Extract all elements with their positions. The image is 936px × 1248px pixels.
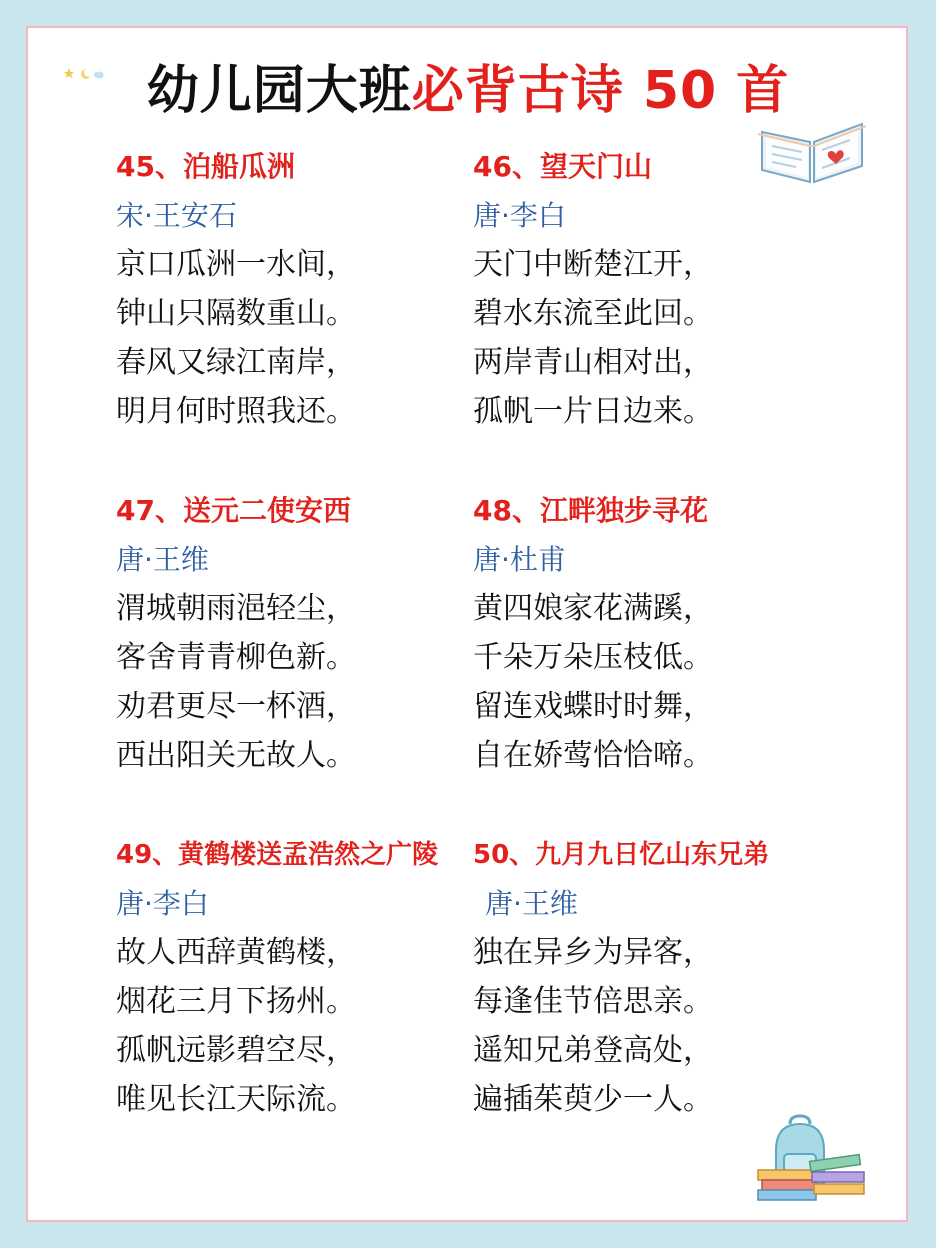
poem-title: 50、九月九日忆山东兄弟 <box>473 840 770 870</box>
poem-title: 46、望天门山 <box>473 150 652 183</box>
poem-line: 唯见长江天际流。 <box>116 1082 356 1117</box>
poem-block-49 <box>116 830 476 1124</box>
poem-title: 47、送元二使安西 <box>116 494 351 527</box>
poem-line: 故人西辞黄鹤楼， <box>116 935 356 970</box>
poem-block-47 <box>116 486 476 780</box>
poem-author: 唐·王维 <box>485 887 578 920</box>
poem-author: 唐·王维 <box>116 543 209 576</box>
poem-block-50 <box>473 830 833 1124</box>
poem-author: 宋·王安石 <box>116 199 237 232</box>
poem-line: 黄四娘家花满蹊， <box>473 591 713 626</box>
poem-author: 唐·杜甫 <box>473 543 566 576</box>
poem-block-48 <box>473 486 833 780</box>
poem-line: 孤帆一片日边来。 <box>473 394 713 429</box>
poem-line: 千朵万朵压枝低。 <box>473 640 713 675</box>
poem-line: 烟花三月下扬州。 <box>116 984 356 1019</box>
title-black-part: 幼儿园大班 <box>146 61 412 121</box>
poem-line: 两岸青山相对出， <box>473 345 713 380</box>
poem-line: 钟山只隔数重山。 <box>116 296 356 331</box>
poem-title: 45、泊船瓜洲 <box>116 150 295 183</box>
poem-line: 自在娇莺恰恰啼。 <box>473 738 713 773</box>
poem-line: 京口瓜洲一水间， <box>116 247 356 282</box>
poem-line: 春风又绿江南岸， <box>116 345 356 380</box>
poem-line: 明月何时照我还。 <box>116 394 356 429</box>
poem-author: 唐·李白 <box>116 887 209 920</box>
poem-author: 唐·李白 <box>473 199 566 232</box>
poem-title: 49、黄鹤楼送孟浩然之广陵 <box>116 840 439 870</box>
title-red-part: 必背古诗 50 首 <box>411 61 790 121</box>
poem-line: 留连戏蝶时时舞， <box>473 689 713 724</box>
poem-title: 48、江畔独步寻花 <box>473 494 708 527</box>
poem-line: 渭城朝雨浥轻尘， <box>116 591 356 626</box>
poem-line: 每逢佳节倍思亲。 <box>473 984 713 1019</box>
poem-block-45 <box>116 142 476 436</box>
poem-line: 天门中断楚江开， <box>473 247 713 282</box>
poem-line: 碧水东流至此回。 <box>473 296 713 331</box>
open-book-icon <box>752 112 872 190</box>
poem-line: 遥知兄弟登高处， <box>473 1033 713 1068</box>
poem-line: 独在异乡为异客， <box>473 935 713 970</box>
poem-line: 遍插茱萸少一人。 <box>473 1082 713 1117</box>
backpack-books-icon <box>754 1114 870 1210</box>
poem-line: 西出阳关无故人。 <box>116 738 356 773</box>
poem-line: 客舍青青柳色新。 <box>116 640 356 675</box>
poem-line: 孤帆远影碧空尽， <box>116 1033 356 1068</box>
poem-line: 劝君更尽一杯酒， <box>116 689 356 724</box>
